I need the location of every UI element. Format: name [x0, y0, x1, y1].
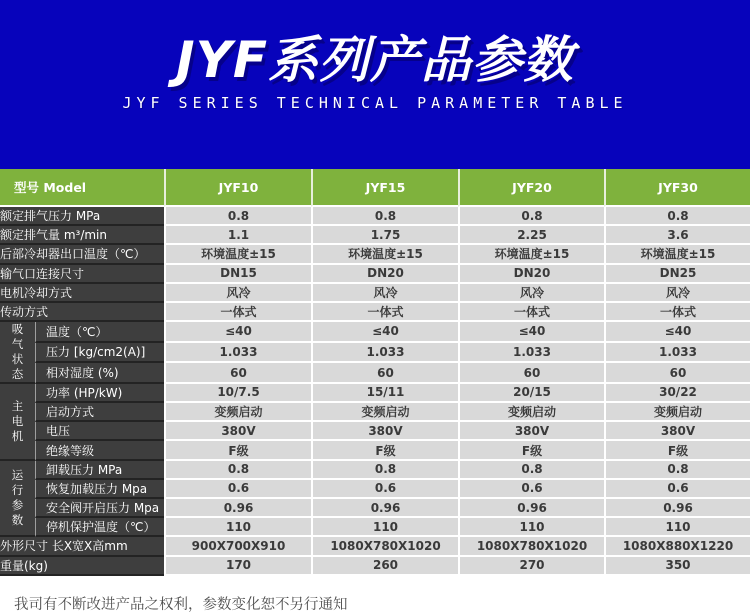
table-row: [0, 557, 750, 576]
value-cell: 110: [458, 518, 604, 537]
column-header-jyf15: JYF15: [311, 169, 458, 207]
table-row: [0, 384, 750, 403]
row-group-label: [0, 384, 35, 461]
value-cell: 15/11: [311, 384, 458, 403]
value-cell: 1.75: [311, 226, 458, 245]
value-cell: 60: [604, 363, 750, 384]
row-label: 传动方式: [0, 303, 164, 322]
row-label: 启动方式: [35, 403, 164, 422]
value-cell: 1.033: [458, 343, 604, 364]
value-cell: 1080X880X1220: [604, 537, 750, 556]
value-cell: 170: [164, 557, 311, 576]
value-cell: 60: [164, 363, 311, 384]
row-label: 电压: [35, 422, 164, 441]
value-cell: 1.1: [164, 226, 311, 245]
value-cell: 3.6: [604, 226, 750, 245]
value-cell: 环境温度±15: [164, 245, 311, 264]
value-cell: 60: [311, 363, 458, 384]
table-row: [0, 284, 750, 303]
value-cell: 30/22: [604, 384, 750, 403]
row-label: 相对湿度 (%): [35, 363, 164, 384]
table-row: [0, 245, 750, 264]
value-cell: 风冷: [164, 284, 311, 303]
value-cell: 1.033: [604, 343, 750, 364]
row-label: 额定排气量 m³/min: [0, 226, 164, 245]
value-cell: 1080X780X1020: [458, 537, 604, 556]
value-cell: 110: [311, 518, 458, 537]
value-cell: 一体式: [604, 303, 750, 322]
row-label: 输气口连接尺寸: [0, 265, 164, 284]
value-cell: 一体式: [311, 303, 458, 322]
value-cell: F级: [604, 441, 750, 460]
value-cell: 变频启动: [604, 403, 750, 422]
value-cell: 110: [604, 518, 750, 537]
value-cell: F级: [311, 441, 458, 460]
value-cell: 0.8: [604, 207, 750, 226]
value-cell: 0.8: [311, 207, 458, 226]
value-cell: 变频启动: [164, 403, 311, 422]
column-header-jyf20: JYF20: [458, 169, 604, 207]
row-label: 重量(kg): [0, 557, 164, 576]
row-label: 温度（℃）: [35, 322, 164, 343]
value-cell: 380V: [164, 422, 311, 441]
table-row: [0, 518, 750, 537]
value-cell: 一体式: [458, 303, 604, 322]
value-cell: 380V: [311, 422, 458, 441]
value-cell: 环境温度±15: [311, 245, 458, 264]
value-cell: DN25: [604, 265, 750, 284]
value-cell: 变频启动: [311, 403, 458, 422]
value-cell: 270: [458, 557, 604, 576]
column-header-model: 型号 Model: [0, 169, 164, 207]
value-cell: 20/15: [458, 384, 604, 403]
value-cell: 0.8: [458, 461, 604, 480]
table-row: [0, 403, 750, 422]
row-label: 恢复加载压力 Mpa: [35, 480, 164, 499]
row-label: 安全阀开启压力 Mpa: [35, 499, 164, 518]
value-cell: DN20: [458, 265, 604, 284]
disclaimer-note: 我司有不断改进产品之权利，参数变化恕不另行通知: [14, 596, 348, 613]
value-cell: 0.96: [458, 499, 604, 518]
row-label: 卸载压力 MPa: [35, 461, 164, 480]
value-cell: DN20: [311, 265, 458, 284]
value-cell: 1080X780X1020: [311, 537, 458, 556]
value-cell: DN15: [164, 265, 311, 284]
value-cell: 环境温度±15: [604, 245, 750, 264]
value-cell: 10/7.5: [164, 384, 311, 403]
row-group-label: [0, 322, 35, 384]
value-cell: ≤40: [604, 322, 750, 343]
value-cell: 0.8: [311, 461, 458, 480]
header-banner: [0, 0, 750, 169]
column-header-jyf30: JYF30: [604, 169, 750, 207]
row-label: 绝缘等级: [35, 441, 164, 460]
value-cell: 0.96: [164, 499, 311, 518]
parameter-table: [0, 169, 750, 576]
row-label: 停机保护温度（℃）: [35, 518, 164, 537]
table-row: [0, 480, 750, 499]
value-cell: 风冷: [458, 284, 604, 303]
value-cell: 0.96: [604, 499, 750, 518]
value-cell: ≤40: [311, 322, 458, 343]
table-row: [0, 422, 750, 441]
value-cell: 0.6: [164, 480, 311, 499]
value-cell: 0.96: [311, 499, 458, 518]
value-cell: 0.8: [164, 207, 311, 226]
row-group-label: [0, 461, 35, 538]
table-row: [0, 265, 750, 284]
value-cell: 环境温度±15: [458, 245, 604, 264]
row-label: 后部冷却器出口温度（℃）: [0, 245, 164, 264]
row-group-label-text: 主电机: [11, 398, 24, 443]
row-label: 额定排气压力 MPa: [0, 207, 164, 226]
row-group-label-text: 运行参数: [11, 468, 24, 527]
value-cell: 0.6: [458, 480, 604, 499]
table-row: [0, 343, 750, 364]
value-cell: 380V: [604, 422, 750, 441]
row-label: 电机冷却方式: [0, 284, 164, 303]
page-title: JYF系列产品参数: [176, 31, 574, 89]
table-row: [0, 322, 750, 343]
table-row: [0, 499, 750, 518]
value-cell: 110: [164, 518, 311, 537]
table-row: [0, 537, 750, 556]
value-cell: 2.25: [458, 226, 604, 245]
value-cell: 一体式: [164, 303, 311, 322]
value-cell: 0.6: [604, 480, 750, 499]
row-label: 外形尺寸 长X宽X高mm: [0, 537, 164, 556]
row-label: 压力 [kg/cm2(A)]: [35, 343, 164, 364]
value-cell: 1.033: [311, 343, 458, 364]
value-cell: ≤40: [458, 322, 604, 343]
value-cell: 0.8: [604, 461, 750, 480]
value-cell: F级: [164, 441, 311, 460]
value-cell: 260: [311, 557, 458, 576]
value-cell: 风冷: [311, 284, 458, 303]
value-cell: 350: [604, 557, 750, 576]
table-row: [0, 226, 750, 245]
table-header-row: [0, 169, 750, 207]
value-cell: ≤40: [164, 322, 311, 343]
table-row: [0, 461, 750, 480]
value-cell: 0.6: [311, 480, 458, 499]
value-cell: 0.8: [164, 461, 311, 480]
value-cell: 变频启动: [458, 403, 604, 422]
value-cell: 1.033: [164, 343, 311, 364]
row-label: 功率 (HP/kW): [35, 384, 164, 403]
page-subtitle: JYF SERIES TECHNICAL PARAMETER TABLE: [122, 93, 628, 112]
value-cell: 900X700X910: [164, 537, 311, 556]
table-row: [0, 363, 750, 384]
table-row: [0, 303, 750, 322]
table-row: [0, 441, 750, 460]
row-group-label-text: 吸气状态: [11, 322, 24, 381]
value-cell: F级: [458, 441, 604, 460]
value-cell: 0.8: [458, 207, 604, 226]
table-row: [0, 207, 750, 226]
column-header-jyf10: JYF10: [164, 169, 311, 207]
value-cell: 380V: [458, 422, 604, 441]
value-cell: 60: [458, 363, 604, 384]
value-cell: 风冷: [604, 284, 750, 303]
table-body: [0, 207, 750, 576]
